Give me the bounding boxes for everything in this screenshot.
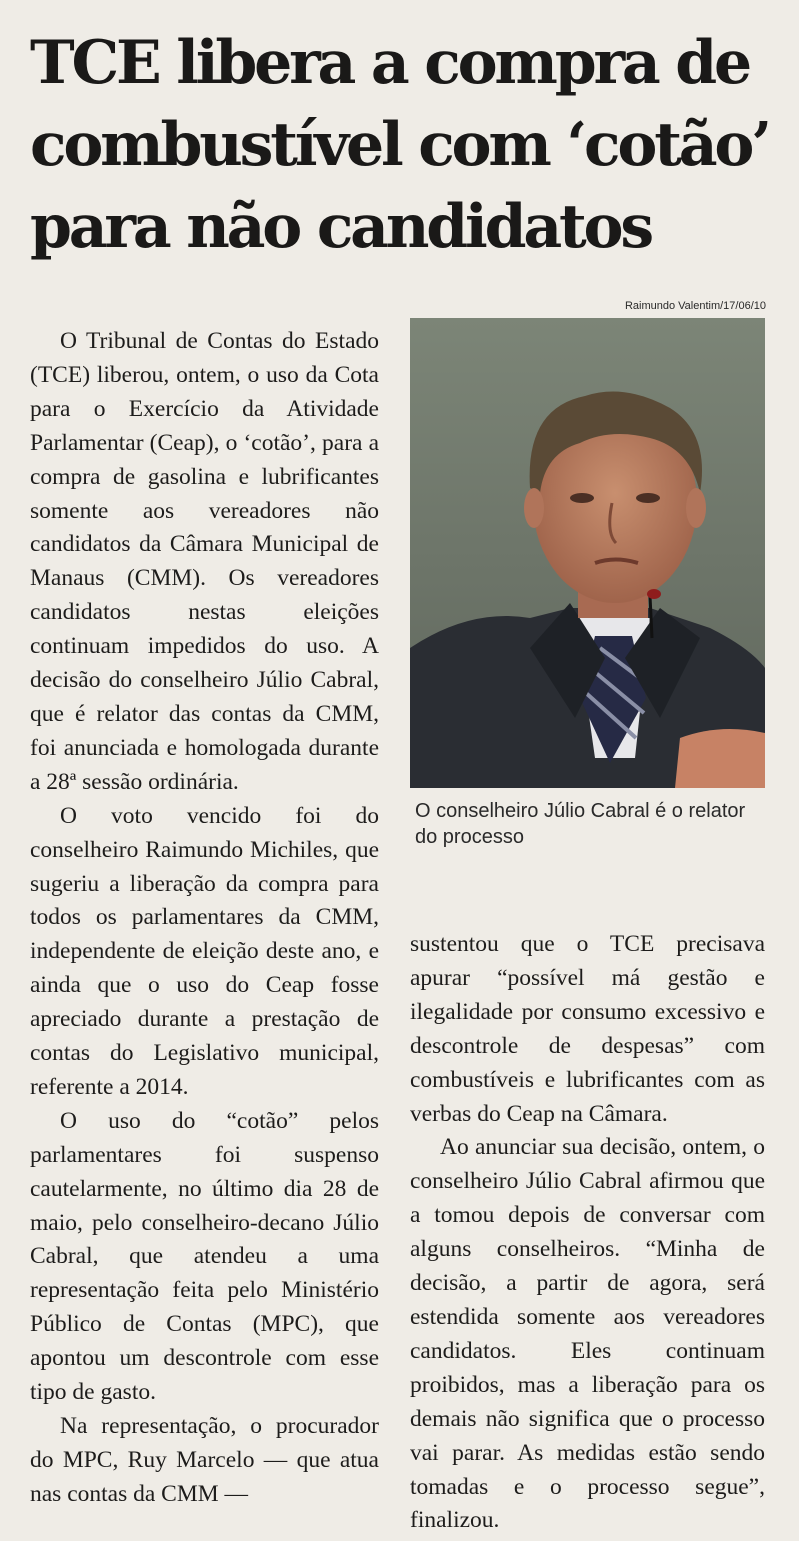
headline-line: para não candidatos <box>30 192 651 262</box>
article-headline <box>30 22 790 268</box>
article-photo <box>410 318 765 788</box>
headline-line: TCE libera a compra de <box>30 28 749 98</box>
photo-credit: Raimundo Valentim/17/06/10 <box>624 300 766 312</box>
article-column-left <box>30 325 379 1512</box>
article-paragraph: Na representação, o procurador do MPC, Ruy Marcelo — que atua nas contas da CMM — <box>30 1413 379 1507</box>
article-paragraph: O voto vencido foi do conselheiro Raimundo Michiles, que sugeriu a liberação da compra para todos os parlamentares da CMM, independente de eleição deste ano, e ainda que o uso do Ceap fosse apreciado durante a prestação de contas do Legislativo municipal, referente a 2014. <box>30 802 379 1100</box>
article-paragraph: Ao anunciar sua decisão, ontem, o conselheiro Júlio Cabral afirmou que a tomou depois de conversar com alguns conselheiros. “Minha de decisão, a partir de agora, será estendida somente aos vereadores candidatos. Eles continuam proibidos, mas a liberação para os demais não significa que o processo vai parar. As medidas estão sendo tomadas e o processo segue”, finalizou. <box>410 1134 765 1534</box>
article-paragraph-continued: sustentou que o TCE precisava apurar “possível má gestão e ilegalidade por consumo excessivo e descontrole de despesas” com combustíveis e lubrificantes com as verbas do Ceap na Câmara. <box>410 931 765 1127</box>
photo-caption: O conselheiro Júlio Cabral é o relator do processo <box>415 800 746 848</box>
article-column-right <box>410 928 765 1538</box>
headline-line: combustível com ‘cotão’ <box>30 110 769 180</box>
article-paragraph: O Tribunal de Contas do Estado (TCE) liberou, ontem, o uso da Cota para o Exercício da Atividade Parlamentar (Ceap), o ‘cotão’, para a compra de gasolina e lubrificantes somente aos vereadores não candidatos da Câmara Municipal de Manaus (CMM). Os vereadores candidatos nestas eleições continuam impedidos do uso. A decisão do conselheiro Júlio Cabral, que é relator das contas da CMM, foi anunciada e homologada durante a 28ª sessão ordinária. <box>30 328 379 795</box>
article-paragraph: O uso do “cotão” pelos parlamentares foi suspenso cautelarmente, no último dia 28 de maio, pelo conselheiro-decano Júlio Cabral, que atendeu a uma representação feita pelo Ministério Público de Contas (MPC), que apontou um descontrole com esse tipo de gasto. <box>30 1107 379 1406</box>
